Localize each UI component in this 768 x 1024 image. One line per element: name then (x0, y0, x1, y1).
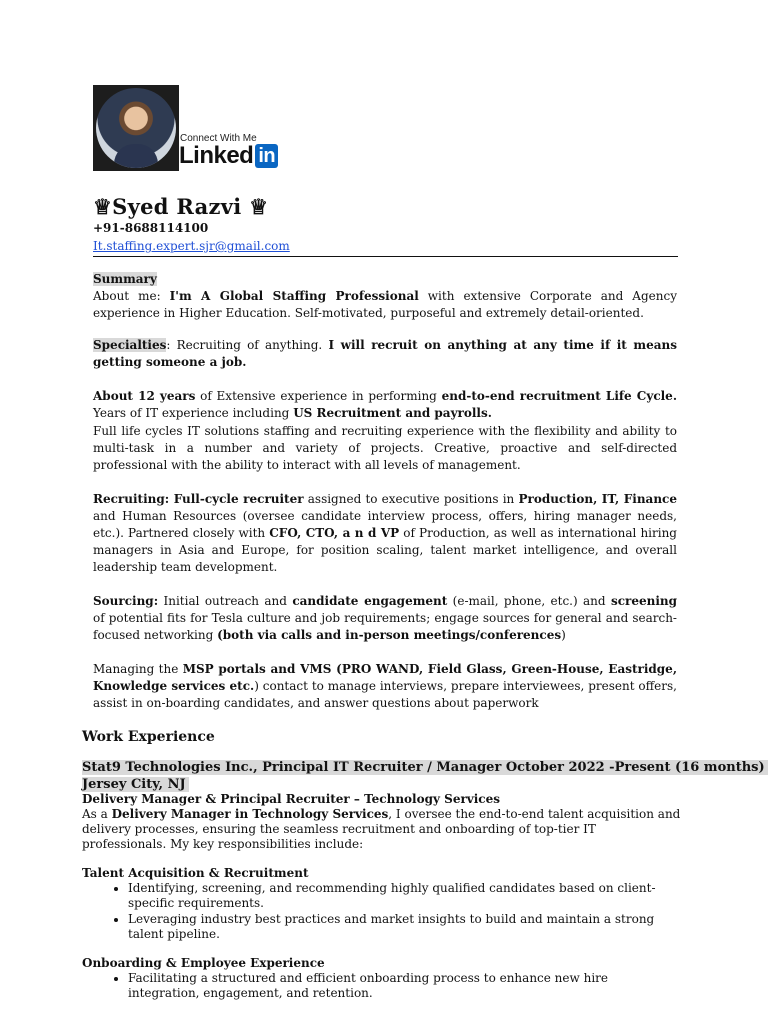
section-title-onboarding: Onboarding & Employee Experience (82, 956, 325, 970)
years-rest: Years of IT experience including (93, 406, 294, 420)
header-divider (93, 256, 678, 257)
job-title-line: Stat9 Technologies Inc., Principal IT Recruiter / Manager October 2022 -Present (16 months) (82, 760, 768, 775)
list-item: • Identifying, screening, and recommending highly qualified candidates based on client-specific requirements. (128, 881, 682, 911)
sourcing-end: ) (561, 628, 566, 642)
avatar (96, 88, 176, 168)
about-label: About me: (93, 289, 161, 303)
sourcing-mid: Initial outreach and (158, 594, 293, 608)
sourcing-paragraph (93, 593, 677, 644)
list-item: • Facilitating a structured and efficient onboarding process to enhance new hire integration, engagement, and retention. (128, 971, 682, 1001)
fullcycle-paragraph: Full life cycles IT solutions staffing and recruiting experience with the flexibility and ability to multi-task in a number and variety of projects. Creative, proactive and self-directed professional with the ability to interact with all levels of management. (93, 424, 677, 472)
specialties-text: : Recruiting of anything. (166, 338, 329, 352)
specialties-paragraph (93, 337, 677, 371)
recruiting-bold2: Production, IT, Finance (518, 492, 678, 506)
about-rest: with extensive Corporate and Agency experience in Higher Education. Self-motivated, purposeful and extremely detail-oriented. (93, 289, 677, 320)
linkedin-link[interactable] (179, 143, 278, 169)
msp-start: Managing the (93, 662, 183, 676)
msp-paragraph (93, 661, 677, 712)
profile-photo (93, 85, 179, 171)
years-bold3: US Recruitment and payrolls. (293, 406, 492, 420)
email-link[interactable]: It.staffing.expert.sjr@gmail.com (93, 239, 290, 253)
summary-block (93, 271, 677, 322)
job-role: Delivery Manager & Principal Recruiter – Technology Services (82, 792, 501, 806)
recruiting-bold3: CFO, CTO, a n d VP (269, 526, 400, 540)
years-bold: About 12 years (93, 389, 196, 403)
intro-rest: , I oversee the end-to-end talent acquisition and delivery processes, ensuring the seamless recruitment and onboarding of top-tier IT professionals. My key responsibilities include: (82, 807, 681, 851)
recruiting-bold: Recruiting: Full-cycle recruiter (93, 492, 304, 506)
intro-start: As a (82, 807, 112, 821)
phone-number: +91-8688114100 (93, 221, 209, 235)
sourcing-bold: Sourcing: (93, 594, 159, 608)
list-item: • Leveraging industry best practices and market insights to build and maintain a strong talent pipeline. (128, 912, 682, 942)
section-title-talent: Talent Acquisition & Recruitment (82, 866, 309, 880)
sourcing-mid2: (e-mail, phone, etc.) and (447, 594, 611, 608)
years-bold2: end-to-end recruitment Life Cycle. (441, 389, 677, 403)
experience-paragraph (93, 388, 677, 422)
specialties-bold: I will recruit on anything at any time if it means getting someone a job. (93, 338, 677, 369)
summary-heading: Summary (93, 272, 157, 286)
intro-bold: Delivery Manager in Technology Services (111, 807, 389, 821)
job-location: Jersey City, NJ (82, 777, 189, 792)
linkedin-icon: in (255, 144, 278, 168)
onboarding-list (82, 971, 682, 1001)
about-bold: I'm A Global Staffing Professional (169, 289, 419, 303)
job-header (82, 759, 768, 793)
candidate-name: ♕Syed Razvi ♕ (93, 194, 269, 219)
talent-list (82, 881, 682, 942)
linkedin-word: Linked (179, 142, 254, 169)
work-experience-heading: Work Experience (82, 729, 215, 745)
recruiting-mid2: and Human Resources (oversee candidate interview process, offers, hiring manager needs, etc.). Partnered closely with (93, 509, 677, 540)
job-details (82, 792, 682, 1002)
recruiting-rest: of Production, as well as international hiring managers in Asia and Europe, for position scaling, talent market intelligence, and overall leadership team development. (93, 526, 677, 574)
specialties-label: Specialties (93, 338, 167, 352)
connect-with-me-text: Connect With Me (180, 133, 257, 144)
sourcing-bold2: candidate engagement (292, 594, 448, 608)
about-paragraph (93, 288, 677, 322)
sourcing-bold4: (both via calls and in-person meetings/conferences (217, 628, 562, 642)
recruiting-mid: assigned to executive positions in (303, 492, 519, 506)
msp-bold: MSP portals and VMS (PRO WAND, Field Glass, Green-House, Eastridge, Knowledge services etc. (93, 662, 677, 693)
years-mid: of Extensive experience in performing (195, 389, 442, 403)
job-intro (82, 807, 682, 852)
sourcing-bold3: screening (610, 594, 678, 608)
msp-rest: ) contact to manage interviews, prepare interviewees, present offers, assist in on-boarding candidates, and answer questions about paperwork (93, 679, 677, 710)
recruiting-paragraph (93, 491, 677, 576)
sourcing-mid3: of potential fits for Tesla culture and job requirements; engage sources for general and search-focused networking (93, 611, 677, 642)
